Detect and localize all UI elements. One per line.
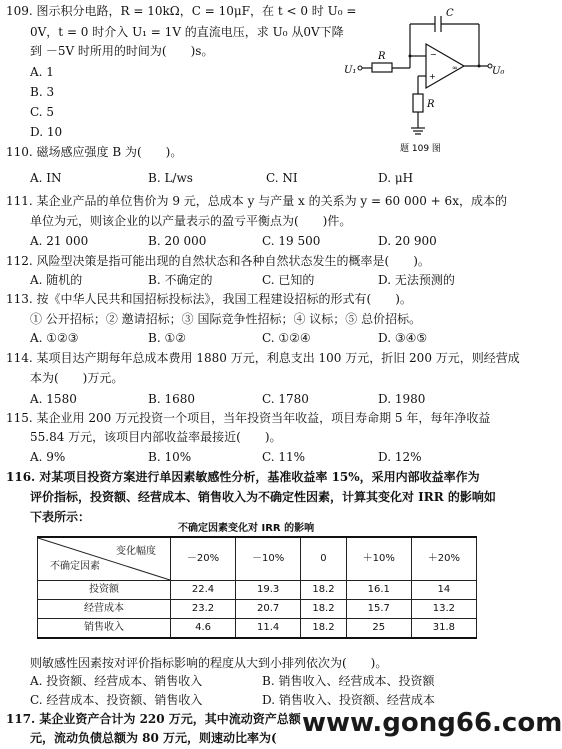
table-col-header: －20% [171, 537, 236, 581]
integrator-circuit-diagram [342, 4, 504, 156]
row-factor: 销售收入 [38, 619, 171, 639]
table-cell: 13.2 [411, 600, 476, 619]
table-header-row [38, 537, 477, 581]
table-cell: 4.6 [171, 619, 236, 639]
q110-option-d: D. μH [378, 171, 414, 185]
q111-option-c: C. 19 500 [262, 234, 321, 248]
header-factor-label: 不确定因素 [50, 561, 100, 572]
table-cell: 19.3 [236, 581, 301, 600]
q113-option-d: D. ③④⑤ [378, 331, 428, 345]
q114-option-b: B. 1680 [148, 392, 195, 406]
q116-stem-line3: 下表所示： [30, 510, 91, 524]
q109-option-c: C. 5 [30, 105, 55, 119]
table-cell: 18.2 [301, 619, 347, 639]
table-row [38, 619, 477, 639]
q116-option-b: B. 销售收入、经营成本、投资额 [262, 674, 435, 688]
q109-option-d: D. 10 [30, 125, 63, 139]
q116-stem-line2: 评价指标，投资额、经营成本、销售收入为不确定性因素，计算其变化对 IRR 的影响如 [30, 490, 496, 504]
table-cell: 20.7 [236, 600, 301, 619]
q115-stem-line1: 115. 某企业用 200 万元投资一个项目，当年投资当年收益，项目寿命期 5 年，每年净收益 [6, 411, 491, 425]
q112-option-d: D. 无法预测的 [378, 273, 455, 287]
fig-caption: 题 109 图 [400, 144, 441, 154]
table-col-header: ＋20% [411, 537, 476, 581]
q111-option-d: D. 20 900 [378, 234, 437, 248]
q116-option-d: D. 销售收入、投资额、经营成本 [262, 693, 435, 707]
table-row [38, 581, 477, 600]
row-factor: 投资额 [38, 581, 171, 600]
q115-option-b: B. 10% [148, 450, 192, 464]
q114-stem-line2: 本为( )万元。 [30, 371, 124, 385]
table-cell: 15.7 [346, 600, 411, 619]
svg-text:∞: ∞ [452, 64, 458, 72]
q117-stem-line2: 元，流动负债总额为 80 万元，则速动比率为( [30, 731, 277, 745]
q109-stem-line3: 到 －5V 时所用的时间为( )s。 [30, 44, 214, 58]
q112-option-b: B. 不确定的 [148, 273, 213, 287]
fig-label-uo: U₀ [492, 66, 505, 77]
q116-stem-line1: 116. 对某项目投资方案进行单因素敏感性分析，基准收益率 15%，采用内部收益率作为 [6, 470, 480, 484]
table-title: 不确定因素变化对 IRR 的影响 [178, 523, 315, 534]
q112-option-c: C. 已知的 [262, 273, 315, 287]
q111-option-b: B. 20 000 [148, 234, 207, 248]
q112-stem: 112. 风险型决策是指可能出现的自然状态和各种自然状态发生的概率是( )。 [6, 254, 430, 268]
q111-stem-line2: 单位为元，则该企业的以产量表示的盈亏平衡点为( )件。 [30, 214, 352, 228]
table-cell: 25 [346, 619, 411, 639]
q113-option-b: B. ①② [148, 331, 186, 345]
q113-option-c: C. ①②④ [262, 331, 311, 345]
table-cell: 22.4 [171, 581, 236, 600]
table-col-header: 0 [301, 537, 347, 581]
fig-label-u1: U₁ [344, 65, 357, 76]
table-col-header: －10% [236, 537, 301, 581]
q110-option-b: B. L/ws [148, 171, 193, 185]
q113-stem-line2: ① 公开招标；② 邀请招标；③ 国际竞争性招标；④ 议标；⑤ 总价招标。 [30, 312, 422, 326]
q115-option-d: D. 12% [378, 450, 422, 464]
q116-after-table: 则敏感性因素按对评价指标影响的程度从大到小排列依次为( )。 [30, 656, 388, 670]
header-change-label: 变化幅度 [116, 546, 156, 557]
table-cell: 16.1 [346, 581, 411, 600]
q115-option-c: C. 11% [262, 450, 306, 464]
row-factor: 经营成本 [38, 600, 171, 619]
fig-label-r1: R [378, 51, 386, 62]
irr-sensitivity-table [37, 536, 477, 639]
q110-stem: 110. 磁场感应强度 B 为( )。 [6, 145, 183, 159]
table-corner-cell [38, 537, 171, 581]
q114-option-c: C. 1780 [262, 392, 309, 406]
q117-stem-line1: 117. 某企业资产合计为 220 万元，其中流动资产总额 [6, 712, 301, 726]
table-cell: 14 [411, 581, 476, 600]
q112-option-a: A. 随机的 [30, 273, 83, 287]
table-col-header: ＋10% [346, 537, 411, 581]
q115-stem-line2: 55.84 万元，该项目内部收益率最接近( )。 [30, 430, 282, 444]
q114-option-a: A. 1580 [30, 392, 77, 406]
site-watermark: www.gong66.com [302, 708, 562, 738]
q109-stem-line2: 0V，t = 0 时介入 U₁ = 1V 的直流电压，求 U₀ 从0V下降 [30, 25, 344, 39]
q110-option-a: A. IN [30, 171, 62, 185]
svg-text:+: + [429, 72, 436, 81]
fig-label-r2: R [427, 99, 435, 110]
q109-option-a: A. 1 [30, 65, 54, 79]
q111-option-a: A. 21 000 [30, 234, 89, 248]
q110-option-c: C. NI [266, 171, 298, 185]
q114-option-d: D. 1980 [378, 392, 426, 406]
table-cell: 18.2 [301, 581, 347, 600]
q115-option-a: A. 9% [30, 450, 66, 464]
q116-option-c: C. 经营成本、投资额、销售收入 [30, 693, 203, 707]
q114-stem-line1: 114. 某项目达产期每年总成本费用 1880 万元，利息支出 100 万元，折旧 200 万元，则经营成 [6, 351, 520, 365]
q109-option-b: B. 3 [30, 85, 55, 99]
q116-option-a: A. 投资额、经营成本、销售收入 [30, 674, 203, 688]
q109-stem-line1: 109. 图示积分电路，R = 10kΩ，C = 10μF，在 t < 0 时 U₀ = [6, 4, 357, 18]
table-row [38, 600, 477, 619]
table-cell: 11.4 [236, 619, 301, 639]
q113-option-a: A. ①②③ [30, 331, 79, 345]
q111-stem-line1: 111. 某企业产品的单位售价为 9 元，总成本 y 与产量 x 的关系为 y = 60 000 + 6x，成本的 [6, 194, 507, 208]
q113-stem-line1: 113. 按《中华人民共和国招标投标法》，我国工程建设招标的形式有( )。 [6, 292, 412, 306]
table-cell: 18.2 [301, 600, 347, 619]
table-cell: 31.8 [411, 619, 476, 639]
fig-label-c: C [446, 8, 454, 19]
table-cell: 23.2 [171, 600, 236, 619]
svg-text:−: − [430, 50, 437, 59]
